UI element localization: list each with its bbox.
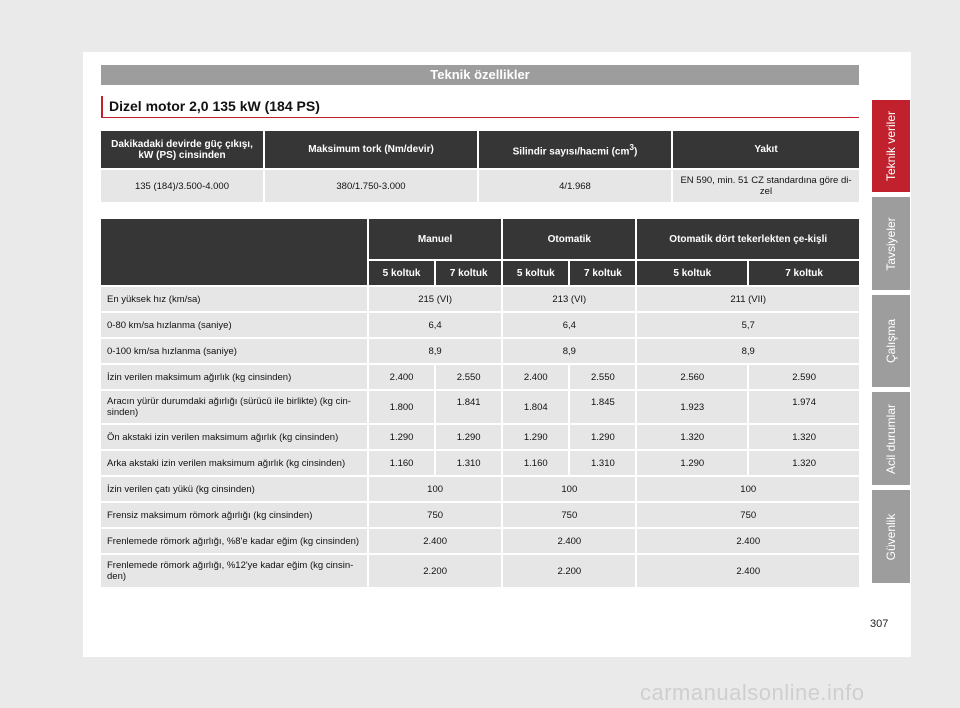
cell-value: 2.400 (503, 365, 568, 389)
row-label: İzin verilen çatı yükü (kg cinsinden) (101, 477, 367, 501)
cell-value: 100 (637, 477, 859, 501)
cell-value: 211 (VII) (637, 287, 859, 311)
row-label: Ön akstaki izin verilen maksimum ağırlık (kg cinsinden) (101, 425, 367, 449)
row-label: Frensiz maksimum römork ağırlığı (kg cinsinden) (101, 503, 367, 527)
table-row (101, 477, 859, 501)
cell-value: 2.400 (369, 529, 501, 553)
cell-value: 2.400 (503, 529, 635, 553)
cell-value: 1.320 (749, 451, 859, 475)
row-label: En yüksek hız (km/sa) (101, 287, 367, 311)
row-label: Arka akstaki izin verilen maksimum ağırlık (kg cinsinden) (101, 451, 367, 475)
cell-value: 1.320 (749, 425, 859, 449)
cell-value: 2.550 (436, 365, 501, 389)
header-seats: 7 koltuk (436, 261, 501, 285)
cell-value: 2.560 (637, 365, 747, 389)
cell-value: 213 (VI) (503, 287, 635, 311)
cell-value: 2.400 (369, 365, 434, 389)
table-row (101, 555, 859, 587)
cell-value-raised: 1.841 (456, 396, 481, 408)
table-row (101, 365, 859, 389)
cell-value: 8,9 (369, 339, 501, 363)
row-label: Frenlemede römork ağırlığı, %12'ye kadar eğim (kg cinsin-den) (101, 555, 367, 587)
header-power: Dakikadaki devirde güç çıkışı, kW (PS) cinsinden (101, 131, 263, 168)
cell-value: 5,7 (637, 313, 859, 337)
watermark: carmanualsonline.info (640, 680, 865, 705)
cell-value: 2.200 (369, 555, 501, 587)
table-row (101, 313, 859, 337)
row-label: 0-100 km/sa hızlanma (saniye) (101, 339, 367, 363)
cell-value (749, 391, 859, 423)
tab-label: Acil durumlar (884, 403, 898, 474)
cell-value: 750 (637, 503, 859, 527)
section-header: Teknik özellikler (101, 65, 859, 85)
cell-value: 1.923 (637, 391, 747, 423)
tab-teknik-veriler[interactable] (872, 100, 910, 192)
row-label: Frenlemede römork ağırlığı, %8'e kadar eğim (kg cinsinden) (101, 529, 367, 553)
tab-label: Çalışma (884, 318, 898, 364)
table-row (101, 391, 859, 423)
table-row (101, 529, 859, 553)
cell-value: 8,9 (637, 339, 859, 363)
page-number: 307 (870, 618, 889, 630)
cell-value: 8,9 (503, 339, 635, 363)
table-row (101, 339, 859, 363)
performance-weights-table (99, 217, 861, 589)
tab-label: Tavsiyeler (884, 216, 898, 271)
tab-guvenlik[interactable] (872, 490, 910, 583)
cell-value: 1.290 (369, 425, 434, 449)
cell-value: 2.200 (503, 555, 635, 587)
header-group-awd: Otomatik dört tekerlekten çe-kişli (637, 219, 859, 259)
cell-value: 1.320 (637, 425, 747, 449)
header-seats: 5 koltuk (503, 261, 568, 285)
header-seats: 7 koltuk (749, 261, 859, 285)
header-cylinders (479, 131, 671, 168)
cell-value: 1.800 (369, 391, 434, 423)
cell-value: 1.290 (436, 425, 501, 449)
cell-value: 215 (VI) (369, 287, 501, 311)
tab-calisma[interactable] (872, 295, 910, 387)
table-row (101, 170, 859, 202)
cell-value: 750 (503, 503, 635, 527)
row-label: Aracın yürür durumdaki ağırlığı (sürücü ile birlikte) (kg cin-sinden) (101, 391, 367, 423)
row-label: 0-80 km/sa hızlanma (saniye) (101, 313, 367, 337)
cell-value: 1.290 (570, 425, 635, 449)
cell-fuel: EN 590, min. 51 CZ standardına göre di-zel (673, 170, 859, 202)
cell-value: 6,4 (369, 313, 501, 337)
cell-cylinders: 4/1.968 (479, 170, 671, 202)
tab-label: Güvenlik (884, 513, 898, 560)
header-seats: 5 koltuk (637, 261, 747, 285)
cell-value: 2.400 (637, 529, 859, 553)
cell-value-raised: 1.845 (590, 396, 615, 408)
cell-value: 6,4 (503, 313, 635, 337)
cell-value: 1.804 (503, 391, 568, 423)
row-label: İzin verilen maksimum ağırlık (kg cinsinden) (101, 365, 367, 389)
table-row (101, 425, 859, 449)
header-cylinders-sup: 3 (629, 141, 634, 152)
cell-value: 1.290 (503, 425, 568, 449)
cell-value: 1.310 (436, 451, 501, 475)
header-group-auto: Otomatik (503, 219, 635, 259)
cell-value: 2.400 (637, 555, 859, 587)
header-empty (101, 219, 367, 285)
cell-value: 1.290 (637, 451, 747, 475)
page-title: Dizel motor 2,0 135 kW (184 PS) (109, 98, 320, 114)
cell-value (570, 391, 635, 423)
tab-label: Teknik veriler (884, 110, 898, 182)
cell-value: 1.160 (503, 451, 568, 475)
header-seats: 5 koltuk (369, 261, 434, 285)
table-row (101, 503, 859, 527)
header-seats: 7 koltuk (570, 261, 635, 285)
header-group-manual: Manuel (369, 219, 501, 259)
cell-value: 1.160 (369, 451, 434, 475)
cell-value-raised: 1.974 (792, 396, 816, 408)
table-row (101, 287, 859, 311)
tab-acil-durumlar[interactable] (872, 392, 910, 485)
cell-power: 135 (184)/3.500-4.000 (101, 170, 263, 202)
engine-specs-table (99, 129, 861, 204)
cell-value: 2.590 (749, 365, 859, 389)
table-row (101, 451, 859, 475)
cell-value: 1.310 (570, 451, 635, 475)
header-fuel: Yakıt (673, 131, 859, 168)
tab-tavsiyeler[interactable] (872, 197, 910, 290)
cell-value: 2.550 (570, 365, 635, 389)
cell-value: 100 (503, 477, 635, 501)
cell-value: 750 (369, 503, 501, 527)
cell-value (436, 391, 501, 423)
header-torque: Maksimum tork (Nm/devir) (265, 131, 477, 168)
cell-torque: 380/1.750-3.000 (265, 170, 477, 202)
cell-value: 100 (369, 477, 501, 501)
header-cylinders-text: Silindir sayısı/hacmi (cm (512, 146, 630, 158)
header-cylinders-close: ) (634, 146, 638, 158)
page-title-row (101, 96, 859, 118)
